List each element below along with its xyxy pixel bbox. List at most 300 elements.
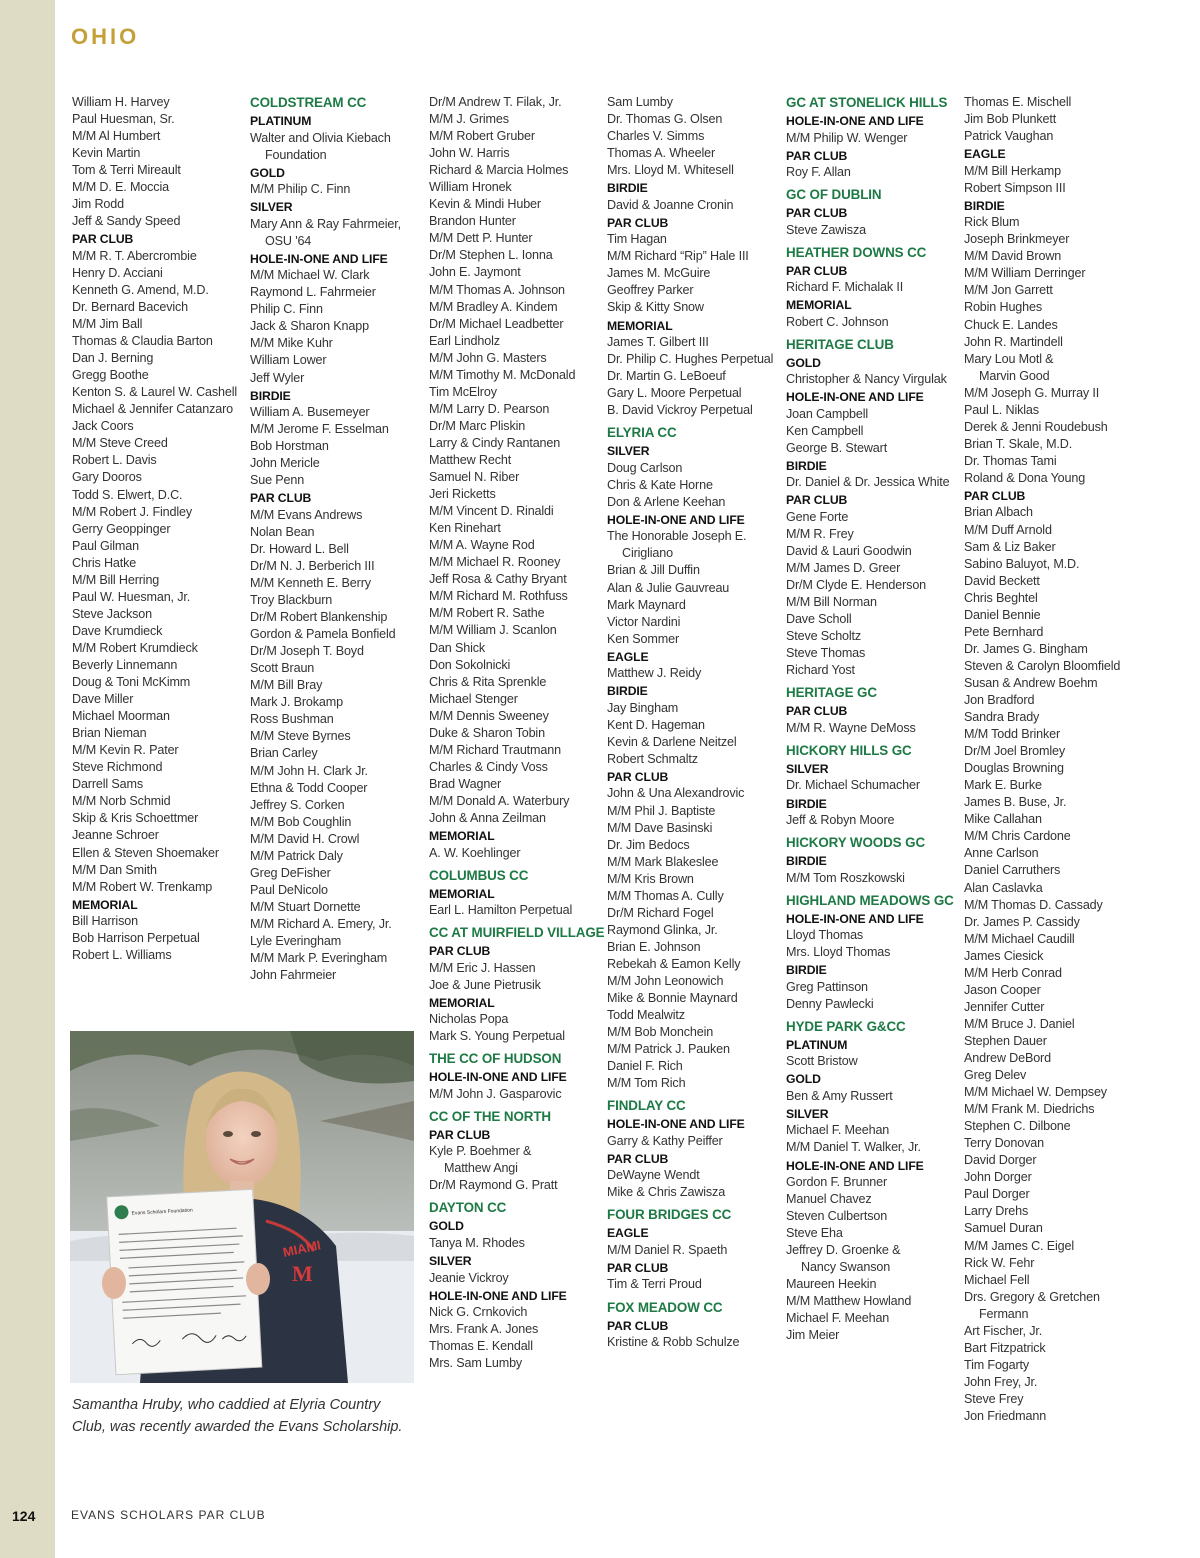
donor-name: Tanya M. Rhodes — [429, 1235, 525, 1250]
tier-heading: HOLE-IN-ONE AND LIFE — [786, 390, 924, 405]
donor-name: James B. Buse, Jr. — [964, 795, 1067, 810]
donor-name: Scott Braun — [250, 661, 315, 676]
donor-name: M/M John Leonowich — [607, 973, 724, 988]
donor-name: Jeff Wyler — [250, 370, 305, 385]
donor-name: M/M Bill Bray — [250, 678, 323, 693]
tier-heading: SILVER — [607, 444, 650, 459]
tier-heading: BIRDIE — [786, 963, 827, 978]
donor-name: Dr/M Joseph T. Boyd — [250, 644, 364, 659]
donor-name: M/M William J. Scanlon — [429, 623, 557, 638]
donor-name: Brian Carley — [250, 746, 318, 761]
club-heading: GC AT STONELICK HILLS — [786, 95, 948, 110]
tier-heading: GOLD — [250, 165, 285, 180]
donor-name: Drs. Gregory & Gretchen — [964, 1289, 1100, 1304]
donor-name: Derek & Jenni Roudebush — [964, 419, 1108, 434]
donor-name: Paul L. Niklas — [964, 402, 1039, 417]
donor-name: Ken Campbell — [786, 423, 864, 438]
donor-name: M/M William Derringer — [964, 266, 1086, 281]
donor-name: Ross Bushman — [250, 712, 334, 727]
donor-name: Dr. Jim Bedocs — [607, 837, 690, 852]
donor-name: Samuel Duran — [964, 1221, 1043, 1236]
donor-name: Richard Yost — [786, 663, 855, 678]
tier-heading: PAR CLUB — [786, 263, 848, 278]
donor-name: Chris Beghtel — [964, 590, 1038, 605]
donor-name: M/M Bill Norman — [786, 595, 877, 610]
tier-heading: BIRDIE — [786, 854, 827, 869]
donor-name: M/M Bob Monchein — [607, 1025, 714, 1040]
donor-name: Doug Carlson — [607, 460, 683, 475]
donor-column-2 — [250, 94, 425, 984]
donor-name: Todd Mealwitz — [607, 1008, 685, 1023]
donor-name: M/M Donald A. Waterbury — [429, 793, 570, 808]
donor-name: Art Fischer, Jr. — [964, 1323, 1043, 1338]
scholarship-letter — [107, 1189, 262, 1374]
left-margin-bar — [0, 0, 55, 1558]
donor-name: John & Anna Zeilman — [429, 810, 546, 825]
donor-name: B. David Vickroy Perpetual — [607, 403, 753, 418]
tier-heading: MEMORIAL — [429, 829, 495, 844]
donor-name: John Fahrmeier — [250, 968, 337, 983]
donor-name: James M. McGuire — [607, 266, 711, 281]
donor-name: Bill Harrison — [72, 914, 138, 929]
donor-name: Nick G. Crnkovich — [429, 1305, 528, 1320]
donor-name: John W. Harris — [429, 146, 510, 161]
caption-line-1: Samantha Hruby, who caddied at Elyria Country — [72, 1397, 381, 1413]
donor-name: Mrs. Lloyd Thomas — [786, 945, 891, 960]
donor-name: M/M Thomas A. Johnson — [429, 282, 565, 297]
donor-name: John E. Jaymont — [429, 265, 521, 280]
donor-name: M/M Mark Blakeslee — [607, 854, 719, 869]
donor-name: M/M Timothy M. McDonald — [429, 367, 576, 382]
donor-name: James T. Gilbert III — [607, 335, 709, 350]
donor-name: Sabino Baluyot, M.D. — [964, 556, 1080, 571]
donor-name: Paul Gilman — [72, 538, 139, 553]
donor-name: M/M Mike Kuhr — [250, 336, 333, 351]
donor-name: Steve Thomas — [786, 646, 866, 661]
club-heading: CC OF THE NORTH — [429, 1108, 551, 1124]
donor-name: Tim Hagan — [607, 232, 667, 247]
tier-heading: PAR CLUB — [250, 491, 312, 506]
donor-name: Garry & Kathy Peiffer — [607, 1133, 723, 1148]
donor-name: M/M Kenneth E. Berry — [250, 575, 371, 590]
donor-name: Jon Friedmann — [964, 1408, 1047, 1423]
donor-name: M/M R. T. Abercrombie — [72, 248, 197, 263]
donor-name: Ethna & Todd Cooper — [250, 780, 368, 795]
donor-name: Gary L. Moore Perpetual — [607, 386, 742, 401]
donor-name: M/M Michael W. Dempsey — [964, 1085, 1107, 1100]
donor-name: Jeff & Robyn Moore — [786, 813, 895, 828]
donor-name: Tim Fogarty — [964, 1357, 1030, 1372]
donor-name: Douglas Browning — [964, 761, 1064, 776]
donor-name: Kenton S. & Laurel W. Cashell — [72, 385, 238, 400]
donor-name: Brandon Hunter — [429, 214, 516, 229]
donor-name: M/M Bill Herkamp — [964, 163, 1061, 178]
donor-name: David Dorger — [964, 1153, 1037, 1168]
donor-name: M/M Thomas A. Cully — [607, 888, 724, 903]
donor-name: Steven Culbertson — [786, 1209, 888, 1224]
donor-name: Brian Nieman — [72, 726, 147, 741]
donor-name: Larry Drehs — [964, 1204, 1029, 1219]
tier-heading: PLATINUM — [786, 1037, 848, 1052]
donor-name: Dr/M Richard Fogel — [607, 905, 714, 920]
donor-name: Raymond L. Fahrmeier — [250, 285, 376, 300]
donor-name: M/M Matthew Howland — [786, 1294, 912, 1309]
tier-heading: GOLD — [429, 1219, 464, 1234]
donor-name: Jack Coors — [72, 419, 134, 434]
donor-name: Dr/M Raymond G. Pratt — [429, 1178, 558, 1193]
tier-heading: PAR CLUB — [607, 1151, 669, 1166]
donor-name: Dr. Howard L. Bell — [250, 541, 349, 556]
donor-name: M/M Richard A. Emery, Jr. — [250, 916, 392, 931]
donor-name: M/M Jerome F. Esselman — [250, 422, 389, 437]
donor-name: Matthew J. Reidy — [607, 666, 702, 681]
tier-heading: PAR CLUB — [786, 493, 848, 508]
club-heading: ELYRIA CC — [607, 425, 677, 441]
donor-name: The Honorable Joseph E. — [607, 529, 747, 544]
donor-name: Chris Hatke — [72, 555, 137, 570]
club-heading: HICKORY WOODS GC — [786, 835, 926, 851]
donor-name: M/M Bob Coughlin — [250, 814, 352, 829]
tier-heading: PAR CLUB — [786, 148, 848, 163]
donor-name: Geoffrey Parker — [607, 283, 694, 298]
donor-name: Chris & Rita Sprenkle — [429, 674, 547, 689]
donor-name: M/M Daniel T. Walker, Jr. — [786, 1140, 921, 1155]
donor-name: M/M Stuart Dornette — [250, 899, 361, 914]
donor-name: Kevin & Darlene Neitzel — [607, 734, 737, 749]
club-heading: COLDSTREAM CC — [250, 95, 367, 110]
donor-name: M/M Michael Caudill — [964, 931, 1075, 946]
club-heading: FINDLAY CC — [607, 1098, 686, 1114]
donor-name: Jeff Rosa & Cathy Bryant — [429, 572, 567, 587]
donor-name: M/M James D. Greer — [786, 561, 901, 576]
tier-heading: PAR CLUB — [786, 704, 848, 719]
donor-name: John Mericle — [250, 456, 320, 471]
donor-name: Mark E. Burke — [964, 778, 1042, 793]
donor-name: Dave Miller — [72, 692, 134, 707]
donor-column-4 — [607, 94, 782, 1351]
donor-name: William A. Busemeyer — [250, 405, 370, 420]
donor-name: William H. Harvey — [72, 95, 170, 109]
tier-heading: PAR CLUB — [607, 1260, 669, 1275]
donor-name: Joseph Brinkmeyer — [964, 232, 1070, 247]
donor-name: Patrick Vaughan — [964, 129, 1054, 144]
donor-name: M/M Norb Schmid — [72, 794, 171, 809]
club-heading: CC AT MUIRFIELD VILLAGE — [429, 925, 605, 941]
donor-name: Michael Stenger — [429, 691, 518, 706]
donor-name: Dave Krumdieck — [72, 623, 163, 638]
donor-name: William Lower — [250, 353, 327, 368]
donor-name: Pete Bernhard — [964, 624, 1044, 639]
donor-name: M/M Michael R. Rooney — [429, 555, 561, 570]
club-heading: DAYTON CC — [429, 1200, 507, 1216]
donor-name: Brian & Jill Duffin — [607, 563, 700, 578]
donor-name: M/M John J. Gasparovic — [429, 1086, 562, 1101]
donor-name: Kent D. Hageman — [607, 717, 705, 732]
donor-name: William Hronek — [429, 180, 512, 195]
donor-name: M/M Philip C. Finn — [250, 182, 351, 197]
donor-name: Dr/M Stephen L. Ionna — [429, 248, 553, 263]
donor-name-continued: Matthew Angi — [444, 1161, 518, 1176]
donor-name: Dr/M Robert Blankenship — [250, 610, 388, 625]
donor-name: Brian Albach — [964, 505, 1033, 520]
donor-name: Mike & Chris Zawisza — [607, 1185, 726, 1200]
donor-name: Dr. Bernard Bacevich — [72, 300, 188, 315]
donor-name: Michael Fell — [964, 1272, 1030, 1287]
donor-name: Gary Dooros — [72, 470, 142, 485]
club-heading: HYDE PARK G&CC — [786, 1018, 906, 1034]
donor-name: Sandra Brady — [964, 710, 1040, 725]
donor-name: Sue Penn — [250, 473, 305, 488]
donor-name: M/M Frank M. Diedrichs — [964, 1102, 1095, 1117]
donor-name: Robert L. Davis — [72, 453, 157, 468]
tier-heading: BIRDIE — [786, 458, 827, 473]
donor-name: Tom & Terri Mireault — [72, 163, 181, 178]
donor-name: Paul Huesman, Sr. — [72, 112, 175, 127]
club-heading: HIGHLAND MEADOWS GC — [786, 892, 954, 908]
donor-name: M/M John G. Masters — [429, 350, 547, 365]
donor-name: Jon Bradford — [964, 693, 1035, 707]
donor-name: Victor Nardini — [607, 614, 681, 629]
donor-name: Steve Frey — [964, 1391, 1024, 1406]
tier-heading: PAR CLUB — [607, 215, 669, 230]
donor-name: M/M Todd Brinker — [964, 727, 1061, 742]
tier-heading: HOLE-IN-ONE AND LIFE — [429, 1070, 567, 1085]
donor-name: M/M Tom Rich — [607, 1076, 686, 1091]
club-heading: HEATHER DOWNS CC — [786, 244, 927, 260]
donor-name: M/M A. Wayne Rod — [429, 538, 535, 553]
donor-name: Mary Lou Motl & — [964, 351, 1054, 366]
donor-name: M/M Dett P. Hunter — [429, 231, 533, 246]
donor-name: Michael Moorman — [72, 709, 170, 724]
donor-name: M/M Dan Smith — [72, 862, 157, 877]
donor-name: Richard & Marcia Holmes — [429, 163, 569, 178]
tier-heading: PAR CLUB — [72, 232, 134, 247]
donor-name: Richard F. Michalak II — [786, 280, 904, 295]
donor-name: Dr/M Clyde E. Henderson — [786, 578, 927, 593]
tier-heading: PAR CLUB — [964, 488, 1026, 503]
donor-name: Dr/M Andrew T. Filak, Jr. — [429, 95, 562, 109]
donor-name: Jay Bingham — [607, 700, 679, 715]
donor-name: Joe & June Pietrusik — [429, 977, 541, 992]
donor-name: Robert L. Williams — [72, 948, 172, 963]
donor-name: Don & Arlene Keehan — [607, 494, 726, 509]
donor-name: M/M Kevin R. Pater — [72, 743, 179, 758]
tier-heading: PAR CLUB — [607, 1318, 669, 1333]
donor-name: Maureen Heekin — [786, 1277, 877, 1292]
donor-name: Brad Wagner — [429, 776, 502, 791]
donor-name: Scott Bristow — [786, 1054, 858, 1069]
donor-name-continued: Nancy Swanson — [801, 1260, 891, 1275]
tier-heading: HOLE-IN-ONE AND LIFE — [250, 251, 388, 266]
club-heading: HICKORY HILLS GC — [786, 742, 912, 758]
donor-name: M/M Robert Krumdieck — [72, 640, 198, 655]
donor-name: Jim Meier — [786, 1328, 840, 1343]
donor-name: Kenneth G. Amend, M.D. — [72, 282, 209, 297]
donor-name: Don Sokolnicki — [429, 657, 511, 672]
donor-name: M/M Thomas D. Cassady — [964, 897, 1103, 912]
donor-name: David & Lauri Goodwin — [786, 544, 912, 559]
donor-name: Robin Hughes — [964, 300, 1043, 315]
footer-publication: EVANS SCHOLARS PAR CLUB — [71, 1508, 266, 1522]
donor-name: Joan Campbell — [786, 406, 869, 421]
club-heading: THE CC OF HUDSON — [429, 1051, 562, 1067]
club-heading: HERITAGE GC — [786, 685, 877, 701]
tier-heading: BIRDIE — [786, 796, 827, 811]
donor-name: Troy Blackburn — [250, 593, 333, 608]
tier-heading: PAR CLUB — [786, 206, 848, 221]
donor-name: M/M Robert W. Trenkamp — [72, 879, 213, 894]
donor-name: M/M Richard Trautmann — [429, 742, 561, 757]
donor-name: Tim McElroy — [429, 384, 497, 399]
donor-name: Earl L. Hamilton Perpetual — [429, 903, 573, 918]
donor-name: James Ciesick — [964, 948, 1044, 963]
donor-name: Greg Pattinson — [786, 979, 868, 994]
donor-name: Stephen Dauer — [964, 1033, 1047, 1048]
donor-name: Greg DeFisher — [250, 865, 331, 880]
donor-name: M/M Dave Basinski — [607, 820, 713, 835]
donor-name: Chris & Kate Horne — [607, 477, 713, 492]
donor-name: Ben & Amy Russert — [786, 1088, 893, 1103]
scholar-photo — [70, 1031, 414, 1383]
donor-column-5 — [786, 94, 961, 1344]
donor-name: M/M Bill Herring — [72, 572, 160, 587]
donor-name: Stephen C. Dilbone — [964, 1119, 1071, 1134]
donor-name: Ken Sommer — [607, 631, 679, 646]
donor-name-continued: Marvin Good — [979, 368, 1050, 383]
donor-name: Skip & Kris Schoettmer — [72, 811, 199, 826]
donor-name: M/M Joseph G. Murray II — [964, 385, 1100, 400]
donor-name: Steve Jackson — [72, 606, 152, 621]
donor-name: Steve Zawisza — [786, 222, 866, 237]
donor-name: Alan & Julie Gauvreau — [607, 580, 730, 595]
donor-name: M/M David Brown — [964, 249, 1062, 264]
tier-heading: PAR CLUB — [429, 944, 491, 959]
donor-name: Nolan Bean — [250, 524, 315, 539]
donor-name: Jeffrey S. Corken — [250, 797, 345, 812]
donor-name: George B. Stewart — [786, 440, 888, 455]
donor-name: Jeri Ricketts — [429, 487, 496, 502]
donor-name: Gordon & Pamela Bonfield — [250, 627, 396, 642]
donor-name: Charles V. Simms — [607, 129, 705, 144]
donor-name: M/M Kris Brown — [607, 871, 694, 886]
donor-name: M/M Evans Andrews — [250, 507, 363, 522]
donor-name: Roy F. Allan — [786, 165, 851, 180]
donor-name: Dr. Thomas Tami — [964, 453, 1057, 468]
donor-name: M/M J. Grimes — [429, 112, 509, 127]
donor-name: M/M Jim Ball — [72, 317, 143, 332]
donor-name: Steve Eha — [786, 1226, 843, 1241]
donor-name: Dr. Philip C. Hughes Perpetual — [607, 352, 774, 367]
donor-name: Denny Pawlecki — [786, 996, 874, 1011]
donor-name: Dr/M Joel Bromley — [964, 744, 1066, 759]
donor-name: M/M Daniel R. Spaeth — [607, 1242, 728, 1257]
donor-name: Susan & Andrew Boehm — [964, 675, 1098, 690]
donor-name: M/M Dennis Sweeney — [429, 708, 549, 723]
donor-name-continued: Foundation — [265, 147, 327, 162]
donor-name: Jason Cooper — [964, 982, 1041, 997]
donor-name: Mrs. Lloyd M. Whitesell — [607, 163, 734, 178]
donor-name: Kristine & Robb Schulze — [607, 1335, 740, 1350]
club-heading: GC OF DUBLIN — [786, 187, 882, 203]
donor-name: M/M Steve Byrnes — [250, 729, 351, 744]
donor-name: Todd S. Elwert, D.C. — [72, 487, 183, 502]
tier-heading: SILVER — [250, 200, 293, 215]
donor-name: Rick W. Fehr — [964, 1255, 1035, 1270]
donor-name: John Dorger — [964, 1170, 1032, 1185]
donor-name: Mrs. Frank A. Jones — [429, 1322, 539, 1337]
donor-name: M/M Phil J. Baptiste — [607, 803, 716, 818]
club-heading: FOUR BRIDGES CC — [607, 1207, 732, 1223]
donor-name: Thomas E. Kendall — [429, 1339, 533, 1354]
donor-name: M/M Vincent D. Rinaldi — [429, 504, 554, 519]
donor-name: M/M Larry D. Pearson — [429, 401, 550, 416]
page-title: OHIO — [71, 24, 140, 49]
donor-name: M/M James C. Eigel — [964, 1238, 1074, 1253]
donor-name: Mark Maynard — [607, 597, 686, 612]
tier-heading: SILVER — [786, 761, 829, 776]
tier-heading: MEMORIAL — [607, 318, 673, 333]
donor-name: John & Una Alexandrovic — [607, 786, 745, 801]
donor-name: Roland & Dona Young — [964, 470, 1086, 485]
donor-name: Ken Rinehart — [429, 521, 501, 536]
donor-name: Bob Horstman — [250, 439, 329, 454]
donor-name: Daniel Carruthers — [964, 863, 1061, 878]
donor-name: M/M R. Wayne DeMoss — [786, 720, 916, 735]
tier-heading: BIRDIE — [964, 198, 1005, 213]
donor-name: Alan Caslavka — [964, 880, 1043, 895]
donor-name: Robert C. Johnson — [786, 314, 889, 329]
donor-name: Manuel Chavez — [786, 1192, 872, 1207]
donor-name: M/M Duff Arnold — [964, 522, 1052, 537]
donor-name: M/M Al Humbert — [72, 129, 161, 144]
donor-name: Bob Harrison Perpetual — [72, 931, 200, 946]
donor-name: Michael F. Meehan — [786, 1311, 890, 1326]
donor-name: M/M David H. Crowl — [250, 831, 360, 846]
donor-name: M/M Robert Gruber — [429, 129, 535, 144]
donor-name: Rick Blum — [964, 215, 1020, 230]
donor-name: M/M Mark P. Everingham — [250, 951, 388, 966]
donor-name: Duke & Sharon Tobin — [429, 725, 545, 740]
donor-name: Dr. Thomas G. Olsen — [607, 112, 723, 127]
donor-name: Henry D. Acciani — [72, 265, 163, 280]
donor-name: Gerry Geoppinger — [72, 521, 171, 536]
donor-name: Gene Forte — [786, 509, 849, 524]
donor-name: Steve Richmond — [72, 760, 163, 775]
donor-name: Michael F. Meehan — [786, 1123, 890, 1138]
donor-name: Dr. James P. Cassidy — [964, 914, 1080, 929]
donor-name: Jeffrey D. Groenke & — [786, 1243, 901, 1258]
tier-heading: MEMORIAL — [429, 995, 495, 1010]
donor-name: Mark J. Brokamp — [250, 695, 343, 710]
donor-name: M/M Tom Roszkowski — [786, 870, 905, 885]
donor-name: M/M John H. Clark Jr. — [250, 763, 368, 778]
donor-name: Jeanie Vickroy — [429, 1270, 509, 1285]
tier-heading: HOLE-IN-ONE AND LIFE — [607, 1117, 745, 1132]
tier-heading: HOLE-IN-ONE AND LIFE — [429, 1288, 567, 1303]
donor-name: Greg Delev — [964, 1068, 1027, 1083]
donor-name: M/M Bruce J. Daniel — [964, 1016, 1075, 1031]
donor-name: Matthew Recht — [429, 452, 512, 467]
donor-name: Walter and Olivia Kiebach — [250, 130, 391, 145]
donor-name-continued: Fermann — [979, 1306, 1029, 1321]
donor-name: Charles & Cindy Voss — [429, 759, 548, 774]
donor-name: Sam Lumby — [607, 95, 673, 109]
donor-name: Beverly Linnemann — [72, 658, 178, 672]
donor-name: M/M Michael W. Clark — [250, 268, 370, 283]
donor-name: Mary Ann & Ray Fahrmeier, — [250, 216, 401, 231]
donor-name: Samuel N. Riber — [429, 470, 520, 485]
donor-name: John Frey, Jr. — [964, 1374, 1038, 1389]
